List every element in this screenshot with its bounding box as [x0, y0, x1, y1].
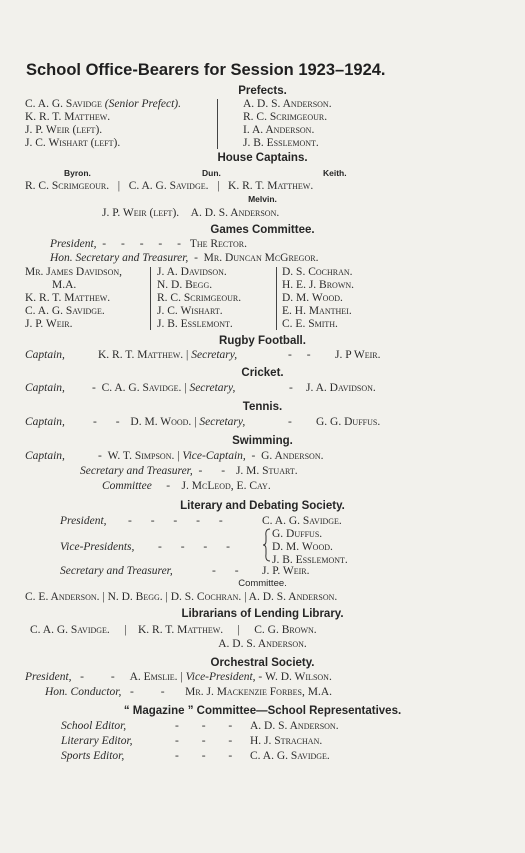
tennis-secretary: G. G. Duffus. [316, 416, 381, 428]
prefect-right-3: J. B. Esslemont. [243, 137, 319, 149]
prefect-right-1: R. C. Scrimgeour. [243, 111, 328, 123]
rugby-dots: - - [288, 349, 317, 361]
prefects-heading: Prefects. [238, 85, 287, 97]
prefect-right-0: A. D. S. Anderson. [243, 98, 332, 110]
swimming-row: - W. T. Simpson. | Vice-Captain, - G. Anderson. [98, 450, 324, 462]
swimming-committee-row: Committee - J. McLeod, E. Cay. [102, 480, 271, 492]
swimming-treasurer-row: Secretary and Treasurer, - - J. M. Stuart. [80, 465, 298, 477]
literary-treasurer: J. P. Weir. [262, 565, 310, 577]
literary-committee-heading: Committee. [238, 578, 287, 589]
swimming-captain-label: Captain, [25, 450, 65, 462]
literary-committee: C. E. Anderson. | N. D. Begg. | D. S. Cochran. | A. D. S. Anderson. [25, 591, 338, 603]
house-keith: Keith. [323, 168, 347, 178]
literary-president-dots: - - - - - [128, 515, 231, 527]
games-col3-4: C. E. Smith. [282, 318, 338, 330]
games-col1-4: J. P. Weir. [25, 318, 73, 330]
orchestral-heading: Orchestral Society. [210, 657, 315, 669]
games-divider-2 [276, 267, 277, 330]
games-col1-0: Mr. James Davidson, [25, 266, 123, 278]
magazine-school-editor: A. D. S. Anderson. [250, 720, 339, 732]
tennis-row: - - D. M. Wood. | Secretary, [93, 416, 246, 428]
magazine-sports-editor: C. A. G. Savidge. [250, 750, 330, 762]
literary-vp-0: G. Duffus. [272, 528, 323, 540]
rugby-row: K. R. T. Matthew. | Secretary, [98, 349, 238, 361]
house-byron: Byron. [64, 168, 91, 178]
magazine-school-editor-label: School Editor, [61, 720, 127, 732]
games-divider-1 [150, 267, 151, 330]
cricket-dash: - [289, 382, 293, 394]
games-col1-3: C. A. G. Savidge. [25, 305, 105, 317]
games-col3-2: D. M. Wood. [282, 292, 343, 304]
games-col2-1: N. D. Begg. [157, 279, 213, 291]
literary-vp-2: J. B. Esslemont. [272, 554, 348, 566]
prefect-left-2: J. P. Weir (left). [25, 124, 103, 136]
tennis-heading: Tennis. [242, 401, 283, 413]
literary-president: C. A. G. Savidge. [262, 515, 342, 527]
page-title: School Office-Bearers for Session 1923–1924. [26, 61, 386, 79]
cricket-secretary: J. A. Davidson. [306, 382, 376, 394]
games-heading: Games Committee. [210, 224, 315, 236]
orchestral-president-row: President, - - A. Emslie. | Vice-President, - W. D. Wilson. [25, 671, 332, 683]
literary-vp-dots: - - - - [158, 541, 238, 553]
rugby-heading: Rugby Football. [219, 335, 306, 347]
cricket-heading: Cricket. [241, 367, 284, 379]
melvin-row: J. P. Weir (left). A. D. S. Anderson. [102, 207, 280, 219]
literary-vp-brace [262, 528, 272, 562]
games-col3-1: H. E. J. Brown. [282, 279, 355, 291]
games-treasurer-row: Hon. Secretary and Treasurer, - Mr. Duncan McGregor. [50, 252, 319, 264]
literary-treasurer-dots: - - [212, 565, 247, 577]
magazine-literary-editor-label: Literary Editor, [61, 735, 133, 747]
games-col1-2: K. R. T. Matthew. [25, 292, 111, 304]
literary-president-label: President, [60, 515, 107, 527]
prefects-divider [217, 99, 218, 149]
house-melvin: Melvin. [248, 194, 277, 204]
cricket-row: - C. A. G. Savidge. | Secretary, [92, 382, 236, 394]
house-captains-row: R. C. Scrimgeour. | C. A. G. Savidge. | K. R. T. Matthew. [25, 180, 314, 192]
rugby-secretary: J. P Weir. [335, 349, 381, 361]
house-dun: Dun. [202, 168, 221, 178]
magazine-sports-editor-label: Sports Editor, [61, 750, 125, 762]
magazine-dots-2: - - - [175, 735, 243, 747]
literary-heading: Literary and Debating Society. [180, 500, 345, 512]
magazine-dots-3: - - - [175, 750, 243, 762]
prefect-left-0: C. A. G. Savidge (Senior Prefect). [25, 98, 182, 110]
prefect-right-2: I. A. Anderson. [243, 124, 315, 136]
games-col1-1: M.A. [52, 279, 77, 291]
literary-vp-1: D. M. Wood. [272, 541, 333, 553]
literary-treasurer-label: Secretary and Treasurer, [60, 565, 173, 577]
games-col2-3: J. C. Wishart. [157, 305, 223, 317]
games-col3-0: D. S. Cochran. [282, 266, 353, 278]
games-col3-3: E. H. Manthei. [282, 305, 352, 317]
games-col2-2: R. C. Scrimgeour. [157, 292, 242, 304]
library-row: C. A. G. Savidge. | K. R. T. Matthew. | C. G. Brown. [30, 624, 317, 636]
games-col2-4: J. B. Esslemont. [157, 318, 233, 330]
literary-vp-label: Vice-Presidents, [60, 541, 135, 553]
games-col2-0: J. A. Davidson. [157, 266, 227, 278]
library-heading: Librarians of Lending Library. [181, 608, 344, 620]
swimming-heading: Swimming. [232, 435, 293, 447]
prefect-left-3: J. C. Wishart (left). [25, 137, 121, 149]
tennis-dash: - [288, 416, 292, 428]
magazine-literary-editor: H. J. Strachan. [250, 735, 323, 747]
magazine-heading: “ Magazine ” Committee—School Representatives. [123, 705, 402, 717]
library-last: A. D. S. Anderson. [218, 638, 307, 650]
cricket-captain-label: Captain, [25, 382, 65, 394]
rugby-captain-label: Captain, [25, 349, 65, 361]
games-president-row: President, - - - - - The Rector. [50, 238, 247, 250]
house-captains-heading: House Captains. [217, 152, 308, 164]
prefect-left-1: K. R. T. Matthew. [25, 111, 111, 123]
magazine-dots-1: - - - [175, 720, 243, 732]
orchestral-conductor-row: Hon. Conductor, - - Mr. J. Mackenzie Forbes, M.A. [45, 686, 332, 698]
tennis-captain-label: Captain, [25, 416, 65, 428]
